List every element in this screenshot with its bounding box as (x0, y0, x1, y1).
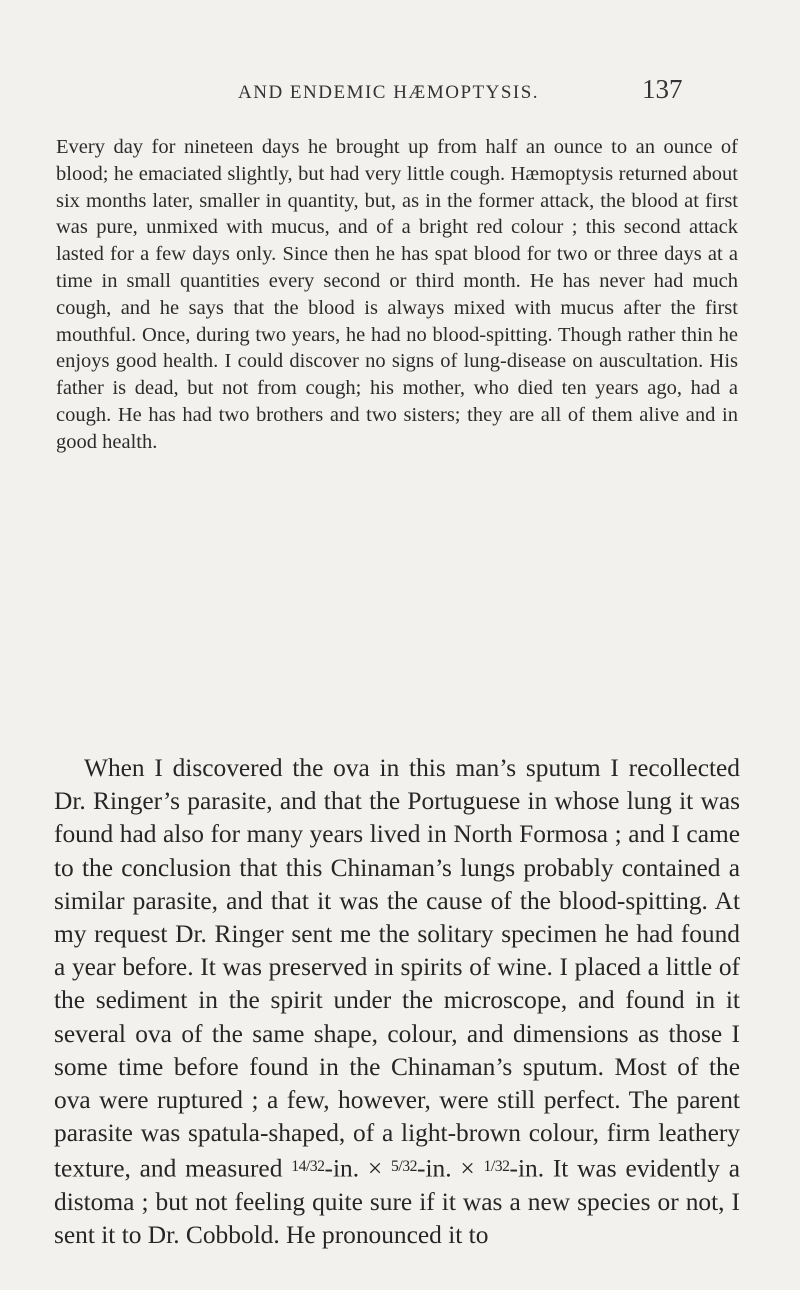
page-number: 137 (642, 74, 683, 104)
case-history-paragraph: Every day for nineteen days he brought up from half an ounce to an ounce of blood; he emaciated slightly, but had very little cough. Hæmoptysis returned about six months later, smaller in quantity, but, as in the former attack, the blood at first was pure, unmixed with mucus, and of a bright red colour ; this second attack lasted for a few days only. Since then he has spat blood for two or three days at a time in small quantities every second or third month. He has never had much cough, and he says that the blood is always mixed with mucus after the first mouthful. Once, during two years, he had no blood-spitting. Though rather thin he enjoys good health. I could discover no signs of lung-disease on auscultation. His father is dead, but not from cough; his mother, who died ten years ago, had a cough. He has had two brothers and two sisters; they are all of them alive and in good health. (56, 136, 738, 453)
measurement-length: 14/32 (291, 1158, 325, 1176)
running-head: AND ENDEMIC HÆMOPTYSIS. (238, 82, 540, 103)
measurement-unit: -in. (509, 1154, 545, 1183)
parasite-text-main: When I discovered the ova in this man’s sputum I recollected Dr. Ringer’s parasite, and that the Portuguese in whose lung it was found had also for many years lived in North Formosa ; and I came to the conclusion that this Chinaman’s lungs probably contained a similar parasite, and that it was the cause of the blood-spitting. At my request Dr. Ringer sent me the solitary specimen he had found a year before. It was preserved in spirits of wine. I placed a little of the sediment in the spirit under the microscope, and found in it several ova of the same shape, colour, and dimensions as those I some time before found in the Chinaman’s sputum. Most of the ova were ruptured ; a few, however, were still perfect. The parent parasite was spatula-shaped, of a light-brown colour, firm leathery texture, and measured (54, 754, 740, 1183)
parasite-text-end: It was evidently a distoma ; but not feeling quite sure if it was a new species or not, I sent it to Dr. Cobbold. He pronounced it to (54, 1154, 740, 1250)
measurement-unit: -in. × (324, 1154, 392, 1183)
measurement-thickness: 1/32 (483, 1158, 510, 1176)
measurement-width: 5/32 (391, 1158, 418, 1176)
measurement-unit: -in. × (417, 1154, 484, 1183)
parasite-discussion-paragraph (54, 752, 740, 1253)
